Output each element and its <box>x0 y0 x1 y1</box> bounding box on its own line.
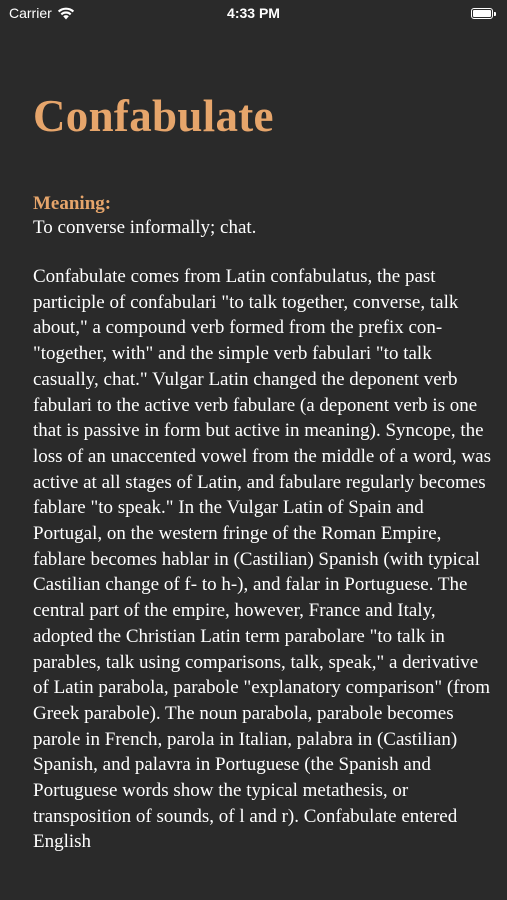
meaning-text: To converse informally; chat. <box>33 217 257 238</box>
carrier-label: Carrier <box>9 5 52 21</box>
battery-icon <box>471 7 498 20</box>
status-time: 4:33 PM <box>227 5 280 21</box>
word-title: Confabulate <box>33 91 274 141</box>
battery-level-fill <box>473 10 491 17</box>
battery-body <box>471 8 493 19</box>
meaning-label: Meaning: <box>33 193 112 214</box>
etymology-text: Confabulate comes from Latin confabulatus, the past participle of confabulari "to talk together, converse, talk about," a compound verb formed from the prefix con- "together, with" and the simple verb fabulari "to talk casually, chat." Vulgar Latin changed the deponent verb fabulari to the active verb fabulare (a deponent verb is one that is passive in form but active in meaning). Syncope, the loss of an unaccented vowel from the middle of a word, was active at all stages of Latin, and fabulare regularly becomes fablare "to speak." In the Vulgar Latin of Spain and Portugal, on the western fringe of the Roman Empire, fablare becomes hablar in (Castilian) Spanish (with typical Castilian change of f- to h-), and falar in Portuguese. The central part of the empire, however, France and Italy, adopted the Christian Latin term parabolare "to talk in parables, talk using comparisons, talk, speak," a derivative of Latin parabola, parabole "explanatory comparison" (from Greek parabole). The noun parabola, parabole becomes parole in French, parola in Italian, palabra in (Castilian) Spanish, and palavra in Portuguese (the Spanish and Portuguese words show the typical metathesis, or transposition of sounds, of l and r). Confabulate entered English <box>33 266 491 853</box>
battery-cap <box>494 12 496 16</box>
word-entry <box>33 86 493 855</box>
status-bar <box>0 0 507 28</box>
